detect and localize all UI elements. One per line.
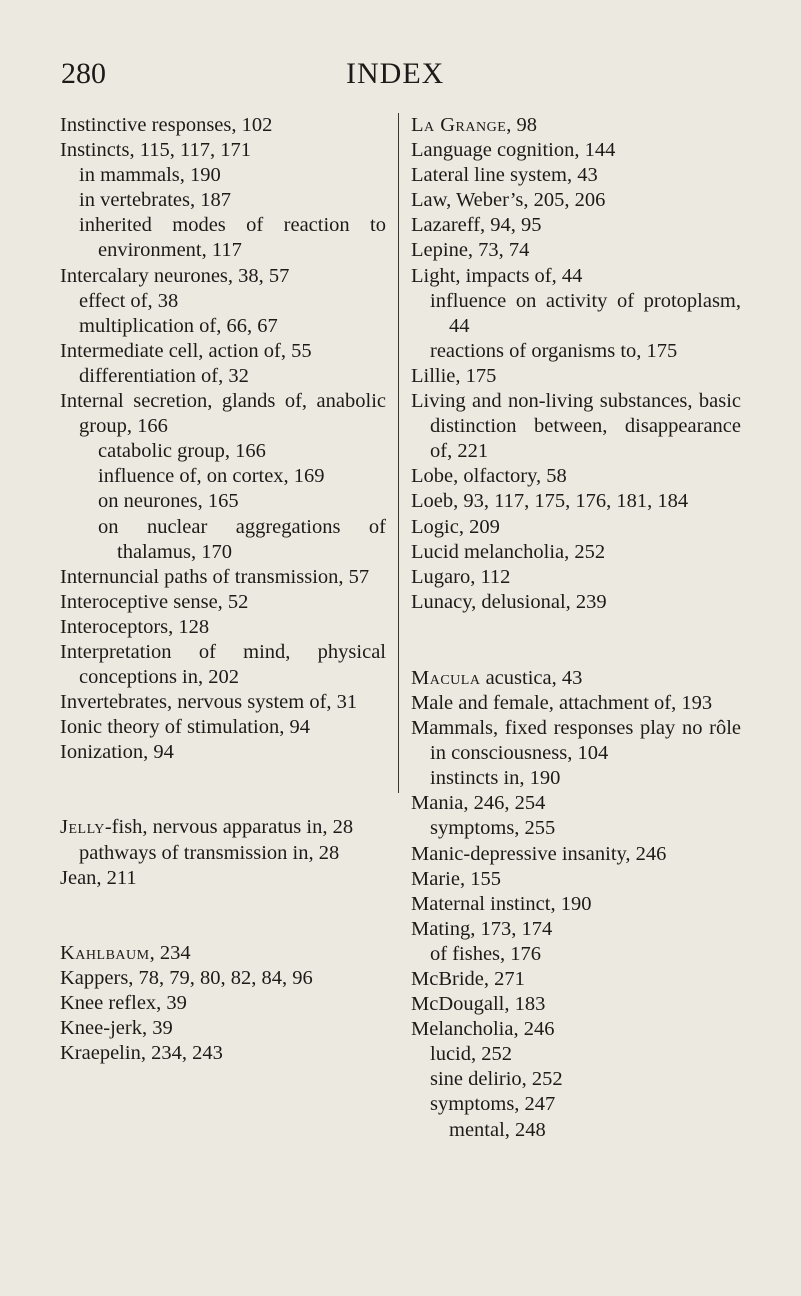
index-entry: McBride, 271: [411, 968, 525, 990]
index-entry: Melancholia, 246: [411, 1018, 555, 1041]
index-entry: Lugaro, 112: [411, 565, 511, 588]
index-entry: [60, 941, 386, 966]
left-column: [60, 113, 386, 1066]
page-number: 280: [61, 57, 106, 90]
index-entry: Lillie, 175: [411, 364, 497, 387]
index-subentry: reactions of organisms to, 175: [430, 339, 678, 362]
index-entry: Living and non-living substances, basic distinction between, disappearance of, 221: [411, 390, 741, 463]
index-entry: [411, 666, 741, 691]
index-entry: Light, impacts of, 44: [411, 264, 583, 287]
entry-head: La Grange: [411, 114, 507, 136]
index-entry: Interpretation of mind, physical conceptions in, 202: [60, 640, 386, 689]
right-column: [411, 113, 741, 1143]
index-entry: Lateral line system, 43: [411, 164, 598, 187]
index-entry: Interoceptive sense, 52: [60, 590, 249, 613]
index-entry: Lazareff, 94, 95: [411, 214, 542, 237]
index-subentry: influence on activity of protoplasm, 44: [430, 289, 741, 337]
index-subentry: lucid, 252: [430, 1043, 512, 1066]
index-entry: [411, 113, 741, 138]
index-entry: Ionization, 94: [60, 741, 174, 764]
index-entry: Knee reflex, 39: [60, 991, 187, 1014]
entry-head: Macula: [411, 666, 481, 689]
index-entry: Mating, 173, 174: [411, 917, 553, 940]
index-entry: Kraepelin, 234, 243: [60, 1042, 223, 1065]
index-entry: Lobe, olfactory, 58: [411, 465, 567, 488]
index-entry: Lucid melancholia, 252: [411, 540, 606, 563]
index-subentry: symptoms, 247: [430, 1093, 556, 1116]
index-entry: Mammals, fixed responses play no rôle in consciousness, 104: [411, 717, 741, 765]
index-entry: Lepine, 73, 74: [411, 239, 530, 262]
index-entry: Instinctive responses, 102: [60, 114, 273, 136]
index-entry: Interoceptors, 128: [60, 615, 210, 638]
entry-head: Kahlbaum: [60, 941, 150, 964]
index-entry: Knee-jerk, 39: [60, 1017, 173, 1039]
index-subentry: on nuclear aggregations of thalamus, 170: [98, 515, 386, 563]
letter-gap: [60, 765, 386, 815]
index-subentry: symptoms, 255: [430, 817, 556, 840]
index-entry: Maternal instinct, 190: [411, 892, 592, 915]
index-entry: Law, Weber’s, 205, 206: [411, 189, 606, 212]
column-divider: [398, 113, 399, 793]
index-subentry: mental, 248: [449, 1118, 546, 1141]
index-entry: Invertebrates, nervous system of, 31: [60, 691, 358, 714]
index-subentry: multiplication of, 66, 67: [79, 314, 278, 337]
entry-rest: , 234: [149, 941, 191, 964]
index-entry: Lunacy, delusional, 239: [411, 590, 607, 613]
index-entry: Jean, 211: [60, 866, 137, 889]
index-entry: Intermediate cell, action of, 55: [60, 339, 312, 362]
index-entry: Intercalary neurones, 38, 57: [60, 264, 290, 287]
index-entry: Ionic theory of stimulation, 94: [60, 716, 310, 739]
index-entry: Loeb, 93, 117, 175, 176, 181, 184: [411, 490, 689, 513]
entry-rest: acustica, 43: [480, 666, 583, 689]
index-subentry: pathways of transmission in, 28: [79, 841, 340, 864]
index-subentry: on neurones, 165: [98, 490, 239, 513]
index-subentry: differentiation of, 32: [79, 364, 249, 387]
index-subentry: in mammals, 190: [79, 164, 221, 187]
letter-gap: [411, 615, 741, 666]
entry-rest: , 98: [506, 114, 538, 136]
index-entry: Male and female, attachment of, 193: [411, 691, 713, 714]
index-entry: Kappers, 78, 79, 80, 82, 84, 96: [60, 966, 313, 989]
index-subentry: catabolic group, 166: [98, 440, 266, 463]
index-entry: Mania, 246, 254: [411, 792, 546, 815]
entry-head: Jelly: [60, 816, 105, 839]
index-subentry: sine delirio, 252: [430, 1068, 563, 1091]
entry-rest: -fish, nervous apparatus in, 28: [104, 816, 354, 839]
page-title: INDEX: [346, 57, 445, 90]
index-subentry: inherited modes of reaction to environment, 117: [79, 214, 386, 262]
index-subentry: in vertebrates, 187: [79, 189, 231, 212]
index-entry: Marie, 155: [411, 867, 501, 890]
index-subentry: effect of, 38: [79, 289, 179, 312]
index-entry: Internuncial paths of transmission, 57: [60, 565, 370, 588]
index-subentry: influence of, on cortex, 169: [98, 465, 325, 488]
index-entry: Logic, 209: [411, 515, 500, 538]
letter-gap: [60, 891, 386, 941]
index-entry: Manic-depressive insanity, 246: [411, 842, 667, 865]
index-entry: [60, 815, 386, 840]
index-entry: Internal secretion, glands of, anabolic group, 166: [60, 390, 386, 438]
index-entry: Instincts, 115, 117, 171: [60, 139, 251, 162]
index-subentry: instincts in, 190: [430, 767, 561, 790]
index-entry: Language cognition, 144: [411, 139, 616, 162]
index-subentry: of fishes, 176: [430, 942, 542, 965]
index-entry: McDougall, 183: [411, 993, 546, 1016]
